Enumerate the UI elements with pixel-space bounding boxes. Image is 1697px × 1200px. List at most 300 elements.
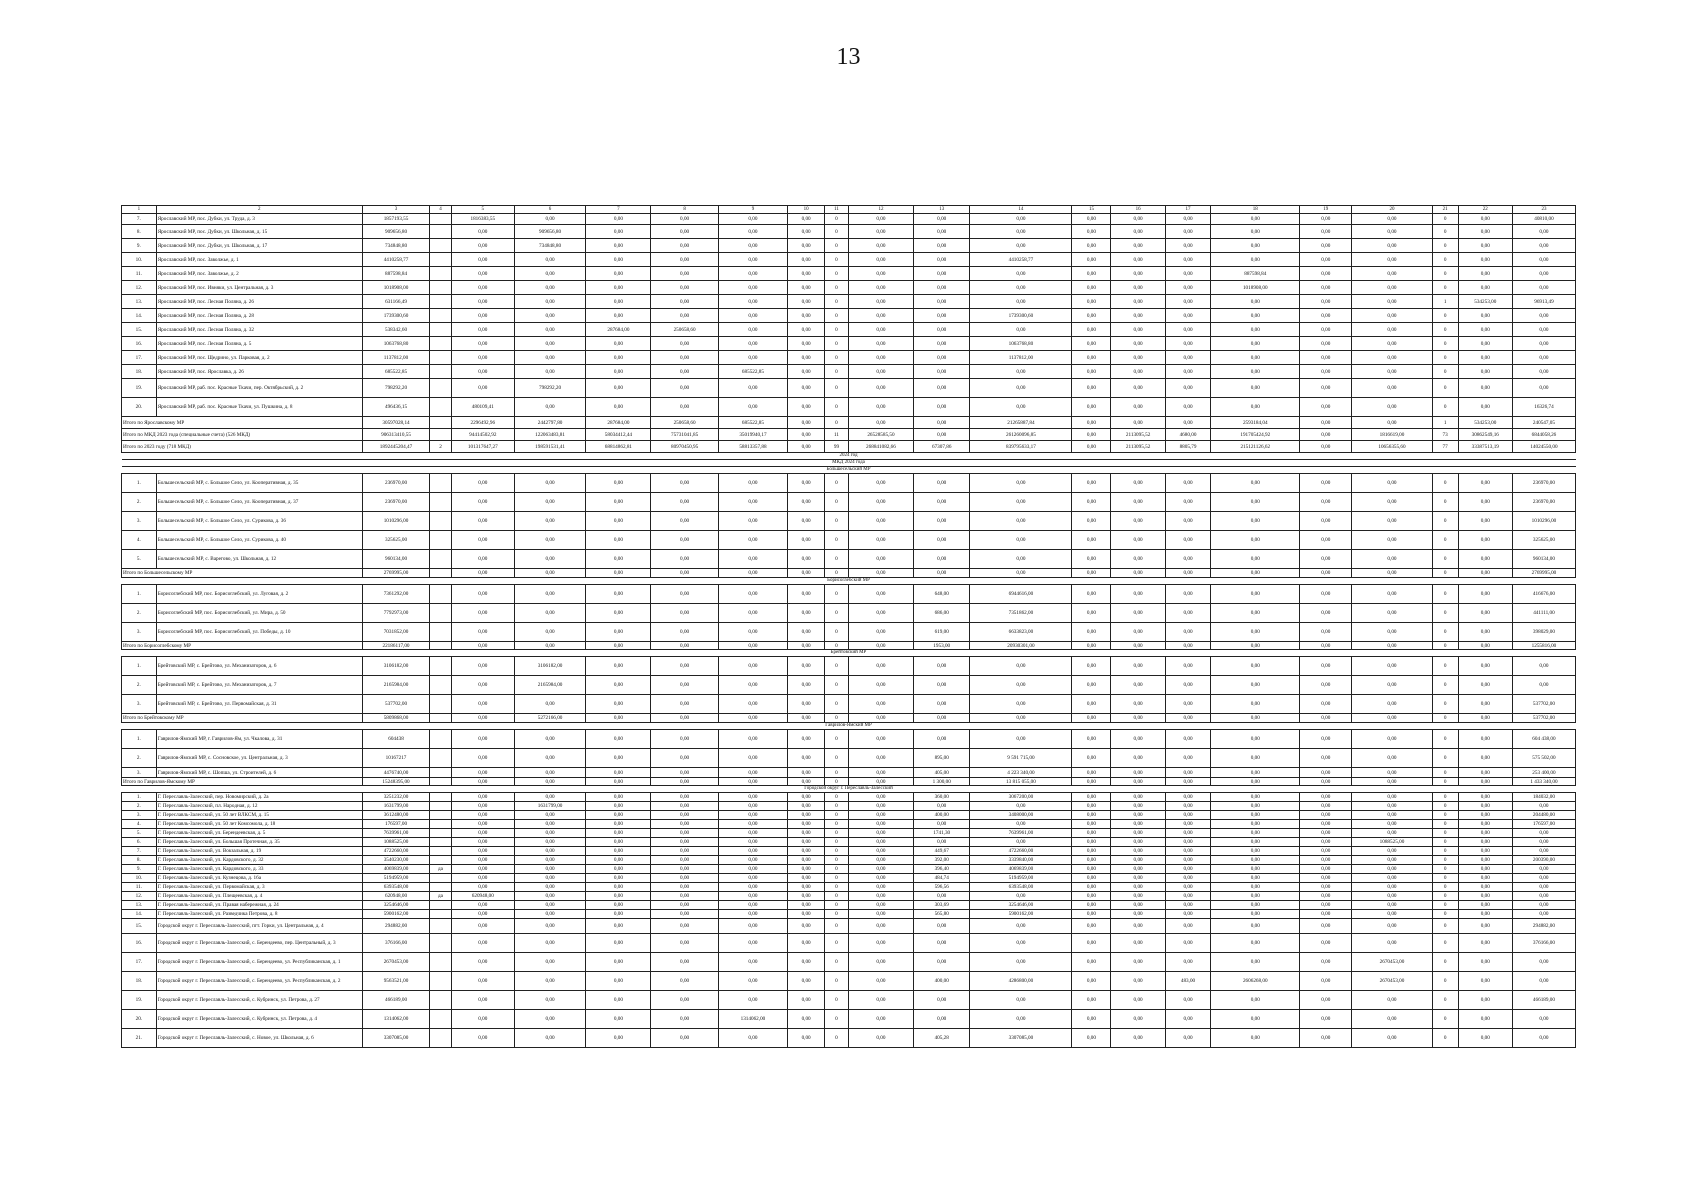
value-cell: 0,00 (848, 811, 913, 820)
value-cell: 0,00 (1512, 379, 1575, 398)
column-number-cell: 9 (718, 206, 787, 214)
value-cell: 0,00 (1111, 865, 1165, 874)
value-cell: 0,00 (1458, 531, 1512, 550)
value-cell: 0,00 (718, 972, 787, 991)
value-cell: 0,00 (514, 730, 586, 749)
value-cell: 0,00 (1512, 892, 1575, 901)
value-cell: 537702,00 (1512, 695, 1575, 714)
value-cell: 0,00 (1072, 417, 1111, 429)
value-cell: 396,40 (914, 865, 970, 874)
section-heading-row (122, 723, 1576, 730)
value-cell (430, 214, 452, 225)
value-cell: 0 (1432, 730, 1458, 749)
value-cell: 575 502,00 (1512, 749, 1575, 768)
value-cell: 0,00 (1352, 281, 1432, 295)
value-cell: 0,00 (586, 910, 651, 919)
value-cell: 0,00 (718, 883, 787, 892)
value-cell: 0,00 (1165, 919, 1211, 934)
row-number-cell: 17. (122, 351, 157, 365)
row-number-cell: 2. (122, 676, 157, 695)
value-cell: 0,00 (1352, 337, 1432, 351)
address-cell: Гаврилов-Ямский МР, с. Шопша, ул. Строителей, д. 6 (156, 768, 362, 778)
value-cell: 0,00 (1300, 892, 1352, 901)
value-cell: 909656,80 (514, 225, 586, 239)
value-cell: 0 (1432, 883, 1458, 892)
value-cell: 0,00 (1512, 309, 1575, 323)
value-cell: 0,00 (1165, 365, 1211, 379)
value-cell: 1741,30 (914, 829, 970, 838)
value-cell: 0,00 (1165, 901, 1211, 910)
value-cell: 75731041,85 (651, 429, 718, 441)
value-cell: 0,00 (970, 1010, 1072, 1029)
value-cell: 0,00 (1300, 281, 1352, 295)
address-cell: Г. Переславль-Залесский, ул. Вокзальная, д. 19 (156, 847, 362, 856)
value-cell: 0,00 (788, 493, 825, 512)
value-cell: 215121126,62 (1211, 441, 1300, 453)
value-cell: 40810,00 (1512, 214, 1575, 225)
table-row (122, 901, 1576, 910)
value-cell: 0,00 (718, 623, 787, 642)
value-cell: 484,74 (914, 874, 970, 883)
subtotal-label: Итого по МКД 2023 года (специальные счета) (526 МКД) (122, 429, 363, 441)
value-cell: 0,00 (1072, 676, 1111, 695)
value-cell: 0 (825, 550, 849, 569)
value-cell: 200390,00 (1512, 856, 1575, 865)
value-cell: 0,00 (1165, 847, 1211, 856)
row-number-cell: 18. (122, 365, 157, 379)
value-cell: 1063768,80 (362, 337, 429, 351)
value-cell: 0,00 (914, 512, 970, 531)
value-cell: 0,00 (586, 550, 651, 569)
value-cell (430, 874, 452, 883)
row-number-cell: 4. (122, 820, 157, 829)
value-cell: 0,00 (651, 865, 718, 874)
value-cell: 0,00 (514, 991, 586, 1010)
value-cell: 0,00 (1211, 892, 1300, 901)
value-cell: 6844058,26 (1512, 429, 1575, 441)
value-cell: 0,00 (1165, 323, 1211, 337)
value-cell: 4680,00 (1165, 429, 1211, 441)
value-cell: 11 (825, 429, 849, 441)
value-cell: 0,00 (1072, 883, 1111, 892)
value-cell: 0,00 (1072, 642, 1111, 650)
value-cell: 1018908,00 (1211, 281, 1300, 295)
value-cell: 0 (825, 493, 849, 512)
value-cell: 5194959,00 (362, 874, 429, 883)
value-cell: 0 (825, 642, 849, 650)
value-cell: 0 (1432, 657, 1458, 676)
section-heading: Большесельский МР (122, 467, 1576, 474)
value-cell: 4722660,00 (362, 847, 429, 856)
value-cell: 0,00 (914, 953, 970, 972)
value-cell: 0,00 (1300, 623, 1352, 642)
value-cell: 0,00 (718, 657, 787, 676)
value-cell: 0,00 (1111, 676, 1165, 695)
value-cell: 0,00 (451, 972, 514, 991)
value-cell: 0 (1432, 531, 1458, 550)
value-cell: 0,00 (451, 379, 514, 398)
value-cell: 0,00 (788, 919, 825, 934)
value-cell: 0,00 (914, 934, 970, 953)
value-cell (430, 778, 452, 786)
value-cell: 0,00 (848, 337, 913, 351)
value-cell: 294882,00 (362, 919, 429, 934)
value-cell: 0,00 (848, 623, 913, 642)
value-cell: 0,00 (1211, 337, 1300, 351)
value-cell: 0,00 (1165, 865, 1211, 874)
value-cell: 0,00 (914, 337, 970, 351)
value-cell: 537702,00 (362, 695, 429, 714)
value-cell: 0,00 (788, 604, 825, 623)
row-number-cell: 17. (122, 953, 157, 972)
value-cell: 0,00 (514, 695, 586, 714)
value-cell: 0,00 (848, 847, 913, 856)
value-cell: 620948,00 (451, 892, 514, 901)
value-cell: 101317647,27 (451, 441, 514, 453)
value-cell: 0,00 (1300, 239, 1352, 253)
value-cell: 0,00 (651, 972, 718, 991)
value-cell: 0 (825, 749, 849, 768)
value-cell: 0,00 (514, 267, 586, 281)
value-cell: 0,00 (970, 323, 1072, 337)
value-cell: 0,00 (651, 883, 718, 892)
value-cell: 33387513,19 (1458, 441, 1512, 453)
value-cell: 0,00 (451, 838, 514, 847)
value-cell: 0 (825, 865, 849, 874)
value-cell: 0,00 (788, 730, 825, 749)
value-cell: 3106182,00 (362, 657, 429, 676)
value-cell: 0,00 (914, 429, 970, 441)
value-cell: 0,00 (1352, 856, 1432, 865)
address-cell: Ярославский МР, пос. Щедрино, ул. Парковая, д. 2 (156, 351, 362, 365)
value-cell: 734848,80 (362, 239, 429, 253)
value-cell: 0,00 (848, 714, 913, 723)
value-cell: 534253,00 (1458, 295, 1512, 309)
value-cell: 0,00 (718, 281, 787, 295)
value-cell: 0,00 (451, 512, 514, 531)
row-number-cell: 3. (122, 811, 157, 820)
value-cell: 0,00 (1072, 768, 1111, 778)
value-cell: 0,00 (914, 214, 970, 225)
value-cell: 20930301,00 (970, 642, 1072, 650)
column-number-cell: 3 (362, 206, 429, 214)
value-cell: 0,00 (970, 657, 1072, 676)
subtotal-label: Итого по Брейтовскому МР (122, 714, 363, 723)
value-cell: 0,00 (1165, 531, 1211, 550)
value-cell: 0,00 (914, 820, 970, 829)
value-cell: 96913,49 (1512, 295, 1575, 309)
value-cell: 0,00 (514, 1010, 586, 1029)
value-cell: 0,00 (1165, 768, 1211, 778)
value-cell: 0,00 (718, 295, 787, 309)
value-cell: 26528585,50 (848, 429, 913, 441)
value-cell: 0,00 (914, 676, 970, 695)
value-cell: 0,00 (1072, 323, 1111, 337)
value-cell: 0,00 (451, 585, 514, 604)
address-cell: Ярославский МР, пос. Дубки, ул. Школьная, д. 17 (156, 239, 362, 253)
value-cell: 0,00 (586, 865, 651, 874)
value-cell: 0,00 (1352, 847, 1432, 856)
row-number-cell: 11. (122, 267, 157, 281)
value-cell: 0,00 (451, 856, 514, 865)
value-cell: 0,00 (451, 267, 514, 281)
value-cell: 0,00 (651, 910, 718, 919)
column-number-cell: 12 (848, 206, 913, 214)
value-cell: 0,00 (914, 253, 970, 267)
value-cell: 0,00 (1352, 883, 1432, 892)
value-cell: 798292,20 (362, 379, 429, 398)
value-cell: 0 (825, 972, 849, 991)
value-cell: 909656,80 (362, 225, 429, 239)
value-cell: 0,00 (718, 337, 787, 351)
value-cell: 325625,00 (362, 531, 429, 550)
value-cell: 0 (1432, 768, 1458, 778)
value-cell: 0,00 (788, 829, 825, 838)
value-cell: 0,00 (788, 417, 825, 429)
value-cell: 0,00 (1211, 214, 1300, 225)
value-cell: 0,00 (1211, 749, 1300, 768)
value-cell: 0,00 (788, 768, 825, 778)
value-cell: 906313410,55 (362, 429, 429, 441)
value-cell: 0,00 (914, 1010, 970, 1029)
value-cell: 0,00 (1072, 253, 1111, 267)
value-cell: 0,00 (1211, 351, 1300, 365)
value-cell (430, 991, 452, 1010)
value-cell: 0,00 (586, 901, 651, 910)
value-cell: 0,00 (451, 281, 514, 295)
table-row (122, 1010, 1576, 1029)
address-cell: Ярославский МР, пос. Лесная Поляна, д. 26 (156, 295, 362, 309)
value-cell: 0,00 (1211, 695, 1300, 714)
value-cell: 0,00 (514, 874, 586, 883)
value-cell: 5272166,00 (514, 714, 586, 723)
value-cell: 0,00 (848, 604, 913, 623)
value-cell: 0,00 (718, 550, 787, 569)
value-cell: 0,00 (1165, 253, 1211, 267)
value-cell: 0,00 (848, 642, 913, 650)
value-cell: 0,00 (651, 379, 718, 398)
value-cell: 596,56 (914, 883, 970, 892)
value-cell: 0,00 (1072, 991, 1111, 1010)
value-cell: 1739300,60 (362, 309, 429, 323)
value-cell: 0,00 (788, 972, 825, 991)
value-cell: 0,00 (1211, 253, 1300, 267)
value-cell (430, 379, 452, 398)
value-cell: 0,00 (788, 512, 825, 531)
value-cell: 0,00 (514, 793, 586, 802)
value-cell: 405,28 (914, 1029, 970, 1048)
value-cell: 0,00 (718, 730, 787, 749)
address-cell: Ярославский МР, пос. Дубки, ул. Труда, д. 3 (156, 214, 362, 225)
value-cell: 0,00 (586, 856, 651, 865)
value-cell: 99 (825, 441, 849, 453)
row-number-cell: 5. (122, 829, 157, 838)
value-cell: 0,00 (1512, 239, 1575, 253)
value-cell: 0,00 (1072, 585, 1111, 604)
value-cell: 0,00 (451, 829, 514, 838)
value-cell: 483,00 (1165, 972, 1211, 991)
value-cell: 960134,00 (362, 550, 429, 569)
value-cell: 0,00 (1211, 919, 1300, 934)
address-cell: Борисоглебский МР, пос. Борисоглебский, ул. Мира, д. 50 (156, 604, 362, 623)
value-cell: 0,00 (514, 295, 586, 309)
value-cell: 0,00 (970, 379, 1072, 398)
value-cell: 0,00 (1111, 379, 1165, 398)
value-cell: 0,00 (1072, 695, 1111, 714)
value-cell: 0,00 (1165, 714, 1211, 723)
value-cell: 0,00 (451, 531, 514, 550)
value-cell: 0,00 (1458, 820, 1512, 829)
value-cell: 0,00 (970, 714, 1072, 723)
value-cell: 0 (825, 337, 849, 351)
column-number-cell: 7 (586, 206, 651, 214)
value-cell: 0,00 (788, 474, 825, 493)
value-cell: 0,00 (586, 604, 651, 623)
value-cell: 0,00 (788, 253, 825, 267)
value-cell: 0,00 (1111, 714, 1165, 723)
value-cell: 0,00 (848, 953, 913, 972)
value-cell: 0,00 (848, 793, 913, 802)
value-cell: 0,00 (651, 239, 718, 253)
value-cell: 0,00 (1211, 1010, 1300, 1029)
value-cell: 0,00 (1352, 309, 1432, 323)
value-cell: 0,00 (451, 910, 514, 919)
value-cell: 0,00 (848, 892, 913, 901)
value-cell: 0,00 (970, 550, 1072, 569)
value-cell: 0,00 (1300, 730, 1352, 749)
value-cell: 0 (825, 585, 849, 604)
value-cell: 0,00 (718, 768, 787, 778)
value-cell: 0,00 (1300, 838, 1352, 847)
value-cell: 0,00 (1512, 874, 1575, 883)
value-cell: 619,00 (914, 623, 970, 642)
value-cell: 0,00 (914, 295, 970, 309)
value-cell: 0,00 (848, 225, 913, 239)
value-cell: 0 (825, 910, 849, 919)
value-cell: 0,00 (586, 793, 651, 802)
value-cell: 0,00 (651, 1010, 718, 1029)
value-cell: 0,00 (1165, 657, 1211, 676)
value-cell: 0,00 (651, 512, 718, 531)
row-number-cell: 1. (122, 730, 157, 749)
value-cell: 0,00 (914, 838, 970, 847)
value-cell: 0,00 (1352, 991, 1432, 1010)
value-cell: 0,00 (1458, 778, 1512, 786)
value-cell: 0,00 (451, 1010, 514, 1029)
column-number-cell: 17 (1165, 206, 1211, 214)
value-cell: 0,00 (1512, 838, 1575, 847)
value-cell: 0,00 (1300, 934, 1352, 953)
row-number-cell: 16. (122, 934, 157, 953)
value-cell: 0 (1432, 365, 1458, 379)
value-cell (430, 281, 452, 295)
table-row (122, 811, 1576, 820)
value-cell: 0,00 (1111, 991, 1165, 1010)
value-cell: 122063483,81 (514, 429, 586, 441)
table-row (122, 802, 1576, 811)
value-cell: 0 (1432, 972, 1458, 991)
value-cell: 4476740,00 (362, 768, 429, 778)
value-cell: 0,00 (718, 953, 787, 972)
value-cell: 0,00 (1165, 309, 1211, 323)
value-cell: 5900162,00 (362, 910, 429, 919)
value-cell: 734848,80 (514, 239, 586, 253)
value-cell: 0,00 (1300, 865, 1352, 874)
value-cell (430, 1010, 452, 1029)
value-cell: 0 (1432, 829, 1458, 838)
section-heading: Гаврилов-Ямский МР (122, 723, 1576, 730)
value-cell: 0 (825, 214, 849, 225)
value-cell: 0,00 (586, 972, 651, 991)
table-row (122, 531, 1576, 550)
value-cell: 0,00 (1165, 623, 1211, 642)
value-cell: 0 (825, 730, 849, 749)
value-cell: 0,00 (586, 623, 651, 642)
value-cell: 0,00 (1352, 569, 1432, 578)
value-cell (430, 883, 452, 892)
value-cell: 0,00 (1352, 398, 1432, 417)
value-cell: 0,00 (1111, 493, 1165, 512)
table-row (122, 295, 1576, 309)
value-cell: 0 (825, 953, 849, 972)
value-cell: 22186117,00 (362, 642, 429, 650)
value-cell: 2165984,00 (362, 676, 429, 695)
row-number-cell: 10. (122, 874, 157, 883)
value-cell: 30862549,16 (1458, 429, 1512, 441)
value-cell: 0,00 (514, 623, 586, 642)
value-cell: 0 (825, 883, 849, 892)
value-cell: 0,00 (1165, 811, 1211, 820)
value-cell: 0,00 (451, 820, 514, 829)
value-cell: 1 300,00 (914, 778, 970, 786)
value-cell: 0,00 (1165, 934, 1211, 953)
value-cell: 0,00 (848, 569, 913, 578)
value-cell: 0 (825, 847, 849, 856)
value-cell: 0,00 (1211, 642, 1300, 650)
value-cell: 0,00 (514, 749, 586, 768)
value-cell: 0,00 (848, 730, 913, 749)
value-cell: 0,00 (1165, 874, 1211, 883)
value-cell: 0,00 (1352, 919, 1432, 934)
value-cell: 0,00 (1458, 934, 1512, 953)
value-cell: 0,00 (1300, 642, 1352, 650)
value-cell: 0,00 (1352, 695, 1432, 714)
value-cell: 2296492,96 (451, 417, 514, 429)
row-number-cell: 20. (122, 398, 157, 417)
value-cell: 0,00 (788, 991, 825, 1010)
value-cell: 0,00 (848, 474, 913, 493)
value-cell: 0,00 (1165, 820, 1211, 829)
value-cell: 0,00 (651, 847, 718, 856)
value-cell (430, 623, 452, 642)
value-cell: 0,00 (1458, 225, 1512, 239)
table-row (122, 847, 1576, 856)
value-cell: 0,00 (651, 874, 718, 883)
value-cell (430, 811, 452, 820)
column-number-cell: 22 (1458, 206, 1512, 214)
value-cell: 0,00 (1211, 623, 1300, 642)
value-cell: 0,00 (586, 657, 651, 676)
value-cell: 0,00 (1458, 585, 1512, 604)
value-cell: 0 (825, 253, 849, 267)
value-cell: 80970450,95 (651, 441, 718, 453)
address-cell: Г. Переславль-Залесский, ул. Кардовского, д. 32 (156, 856, 362, 865)
value-cell: 0,00 (451, 239, 514, 253)
value-cell: 0,00 (586, 714, 651, 723)
value-cell: 0,00 (1352, 676, 1432, 695)
value-cell: 0 (825, 295, 849, 309)
value-cell: 0,00 (1352, 531, 1432, 550)
